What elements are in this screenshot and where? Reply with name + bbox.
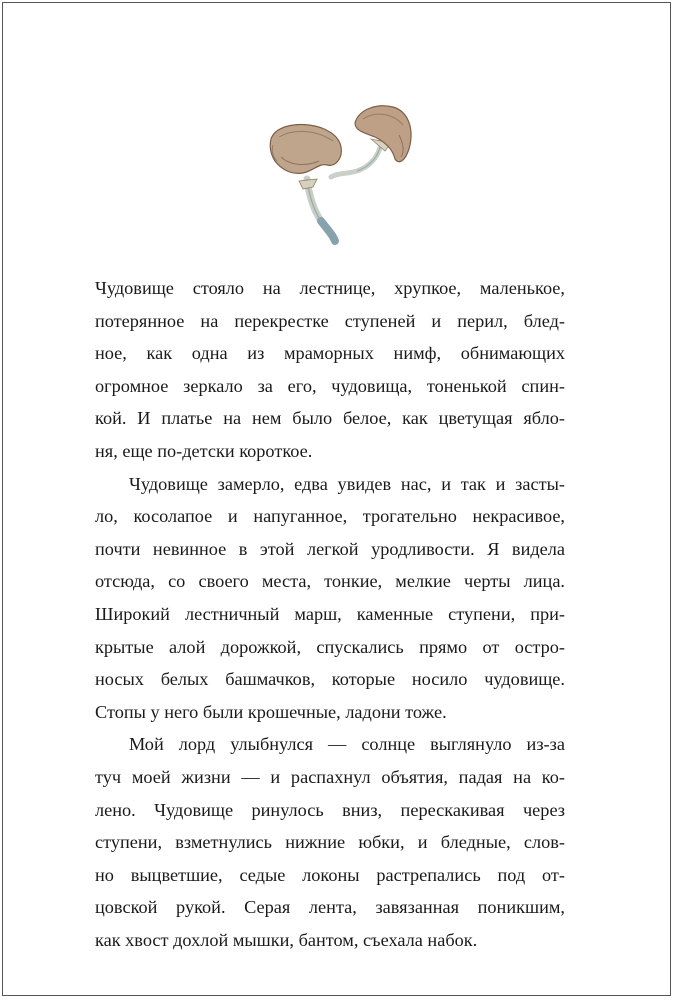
text-line: кой. И платье на нем было белое, как цветущая ябло- [95, 408, 565, 429]
text-line: ло, косолапое и напуганное, трогательно некрасивое, [95, 506, 565, 527]
text-line: Чудовище стояло на лестнице, хрупкое, маленькое, [95, 278, 565, 298]
text-line: Мой лорд улыбнулся — солнце выглянуло из-за [129, 734, 565, 755]
paragraph [95, 468, 565, 729]
text-line: туч моей жизни — и распахнул объятия, падая на ко- [95, 766, 565, 787]
text-line: носых белых башмачков, которые носило чудовище. [95, 669, 565, 690]
paragraph [95, 728, 565, 956]
text-line: Широкий лестничный марш, каменные ступени, при- [95, 603, 565, 624]
text-line: почти невинное в этой легкой уродливости. Я видела [95, 538, 565, 559]
text-line: как хвост дохлой мышки, бантом, съехала набок. [95, 929, 478, 950]
text-body [95, 272, 565, 956]
left-mushroom-ring [299, 179, 317, 189]
text-line: лено. Чудовище ринулось вниз, перескакивая через [95, 799, 565, 820]
text-line: потерянное на перекрестке ступеней и перил, блед- [95, 310, 565, 331]
text-line: Стопы у него были крошечные, ладони тоже. [95, 701, 447, 722]
text-line: крытые алой дорожкой, спускались прямо от остро- [95, 636, 565, 657]
text-line: ное, как одна из мраморных нимф, обнимающих [95, 343, 565, 364]
text-line: ступени, взметнулись нижние юбки, и бледные, слов- [95, 832, 565, 853]
book-page [2, 2, 671, 996]
mushrooms-illustration [259, 95, 429, 255]
text-line: но выцветшие, седые локоны растрепались под от- [95, 864, 565, 885]
text-line: огромное зеркало за его, чудовища, тоненькой спин- [95, 375, 565, 396]
text-line: ня, еще по-детски короткое. [95, 440, 313, 461]
text-line: Чудовище замерло, едва увидев нас, и так и засты- [129, 473, 565, 494]
text-line: цовской рукой. Серая лента, завязанная поникшим, [95, 897, 565, 918]
text-line: отсюда, со своего места, тонкие, мелкие черты лица. [95, 571, 565, 592]
paragraph [95, 272, 565, 468]
